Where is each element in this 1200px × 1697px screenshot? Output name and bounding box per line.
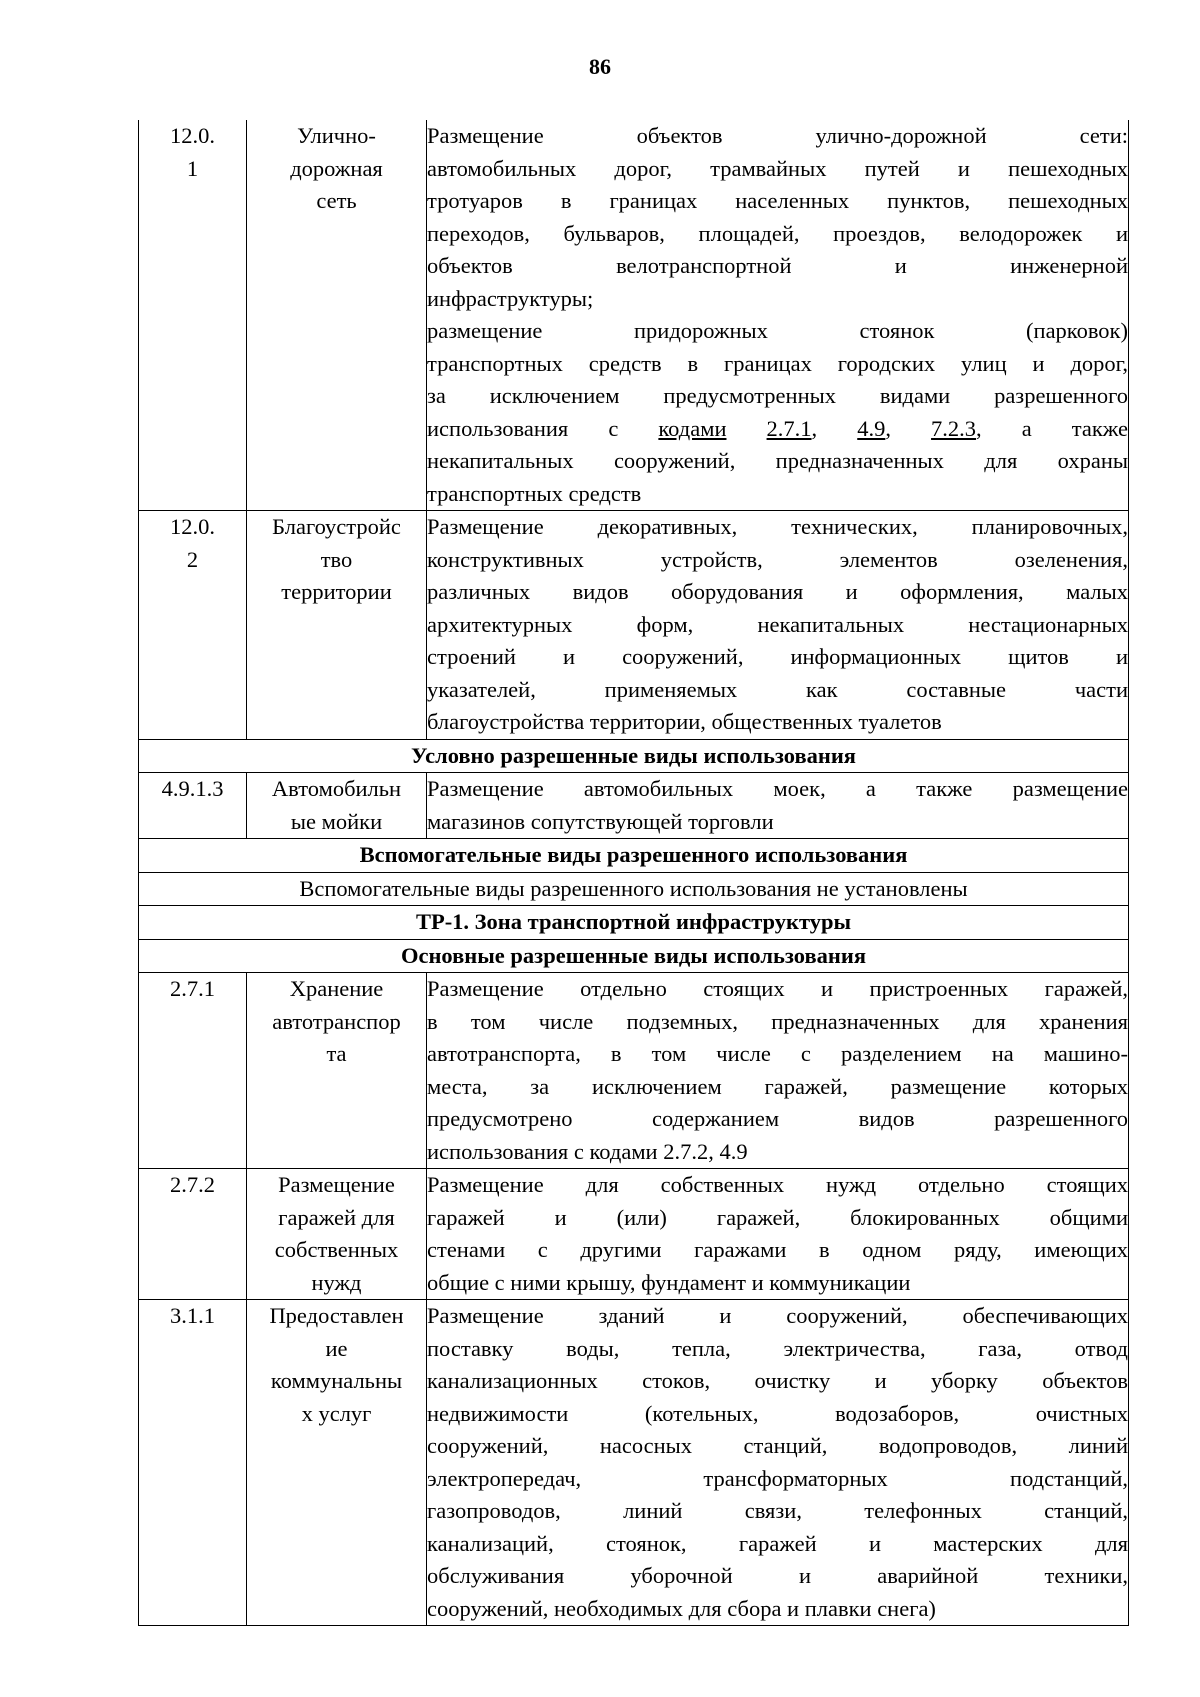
cell-code	[139, 1169, 247, 1300]
code-reference-link[interactable]: 4.9	[857, 415, 886, 441]
cell-name	[247, 120, 427, 511]
code-line: 2.7.2	[170, 1172, 215, 1197]
table-row	[139, 973, 1129, 1169]
name-line: тво	[320, 546, 353, 572]
cell-code	[139, 1300, 247, 1626]
description-line: объектов велотранспортной и инженерной	[427, 253, 1128, 278]
cell-name	[247, 1169, 427, 1300]
description-line: общие с ними крышу, фундамент и коммуникации	[427, 1269, 911, 1295]
cell-name	[247, 1300, 427, 1626]
description-line: автотранспорта, в том числе с разделением на машино-	[427, 1041, 1128, 1066]
section-note: Вспомогательные виды разрешенного использования не установлены	[139, 872, 1129, 906]
section-heading: Основные разрешенные виды использования	[139, 939, 1129, 973]
description-line: электропередач, трансформаторных подстанций,	[427, 1465, 1128, 1491]
description-line: использования с кодами 2.7.2, 4.9	[427, 1138, 748, 1164]
cell-code	[139, 511, 247, 740]
name-line: та	[326, 1041, 347, 1066]
code-line: 3.1.1	[170, 1303, 215, 1328]
description-line: канализационных стоков, очистку и уборку объектов	[427, 1368, 1128, 1393]
name-line: х услуг	[301, 1400, 372, 1426]
description-line: переходов, бульваров, площадей, проездов, велодорожек и	[427, 220, 1128, 246]
cell-name	[247, 773, 427, 839]
cell-description	[427, 973, 1129, 1169]
page-number: 86	[589, 54, 611, 79]
section-heading: Условно разрешенные виды использования	[139, 739, 1129, 773]
table-row	[139, 1300, 1129, 1626]
description-line: Размещение отдельно стоящих и пристроенных гаражей,	[427, 976, 1128, 1001]
description-line: транспортных средств	[427, 480, 642, 506]
description-line: Размещение объектов улично-дорожной сети:	[427, 123, 1128, 148]
code-line: 2.7.1	[170, 976, 215, 1001]
cell-code	[139, 773, 247, 839]
description-line: недвижимости (котельных, водозаборов, очистных	[427, 1400, 1128, 1426]
description-line: газопроводов, линий связи, телефонных станций,	[427, 1498, 1128, 1523]
description-line: автомобильных дорог, трамвайных путей и пешеходных	[427, 155, 1128, 181]
description-line: благоустройства территории, общественных туалетов	[427, 709, 942, 734]
name-line: гаражей для	[278, 1204, 395, 1230]
description-line: обслуживания уборочной и аварийной техники,	[427, 1563, 1128, 1588]
description-line: транспортных средств в границах городских улиц и дорог,	[427, 350, 1128, 376]
description-line: архитектурных форм, некапитальных нестационарных	[427, 611, 1128, 637]
description-line: использования с кодами 2.7.1, 4.9, 7.2.3, а также	[427, 415, 1129, 441]
cell-name	[247, 973, 427, 1169]
note-row	[139, 872, 1129, 906]
description-line: сооружений, необходимых для сбора и плавки снега)	[427, 1595, 936, 1621]
description-line: Размещение зданий и сооружений, обеспечивающих	[427, 1303, 1128, 1328]
code-line: 12.0.	[170, 514, 215, 539]
name-line: Улично-	[297, 123, 376, 148]
code-line: 4.9.1.3	[161, 776, 224, 801]
code-line: 1	[186, 155, 199, 181]
table-row	[139, 773, 1129, 839]
cell-description	[427, 511, 1129, 740]
section-heading-row	[139, 739, 1129, 773]
table-row	[139, 120, 1129, 511]
description-line: канализаций, стоянок, гаражей и мастерских для	[427, 1530, 1128, 1556]
name-line: Хранение	[289, 976, 384, 1001]
description-line: Размещение автомобильных моек, а также размещение	[427, 776, 1128, 801]
description-line: сооружений, насосных станций, водопроводов, линий	[427, 1433, 1128, 1458]
code-reference-link[interactable]: 7.2.3	[931, 415, 977, 441]
description-line: инфраструктуры;	[427, 285, 594, 311]
description-line: некапитальных сооружений, предназначенных для охраны	[427, 448, 1128, 473]
cell-description	[427, 1300, 1129, 1626]
description-line: за исключением предусмотренных видами разрешенного	[427, 383, 1128, 408]
code-line: 2	[186, 546, 199, 572]
section-heading: Вспомогательные виды разрешенного использования	[139, 839, 1129, 873]
description-line: магазинов сопутствующей торговли	[427, 808, 774, 834]
description-line: конструктивных устройств, элементов озеленения,	[427, 546, 1128, 572]
description-line: различных видов оборудования и оформления, малых	[427, 579, 1128, 604]
description-line: Размещение для собственных нужд отдельно стоящих	[427, 1172, 1128, 1197]
description-line: размещение придорожных стоянок (парковок)	[427, 318, 1128, 343]
name-line: Автомобильн	[271, 776, 402, 801]
description-line: Размещение декоративных, технических, планировочных,	[427, 514, 1128, 539]
table-row	[139, 1169, 1129, 1300]
land-use-table	[138, 120, 1129, 1626]
name-line: автотранспор	[272, 1008, 401, 1034]
name-line: нужд	[311, 1269, 362, 1295]
description-line: гаражей и (или) гаражей, блокированных общими	[427, 1204, 1128, 1230]
section-heading: ТР-1. Зона транспортной инфраструктуры	[139, 906, 1129, 940]
table-row	[139, 511, 1129, 740]
code-reference-link[interactable]: кодами	[658, 415, 727, 441]
name-line: Размещение	[278, 1172, 395, 1197]
cell-description	[427, 773, 1129, 839]
cell-code	[139, 973, 247, 1169]
name-line: коммунальны	[270, 1368, 403, 1393]
description-line: поставку воды, тепла, электричества, газа, отвод	[427, 1335, 1128, 1361]
name-line: территории	[281, 579, 392, 604]
description-line: предусмотрено содержанием видов разрешенного	[427, 1106, 1128, 1131]
section-heading-row	[139, 906, 1129, 940]
section-heading-row	[139, 939, 1129, 973]
description-line: в том числе подземных, предназначенных для хранения	[427, 1008, 1128, 1034]
description-line: строений и сооружений, информационных щитов и	[427, 644, 1128, 669]
code-reference-link[interactable]: 2.7.1	[766, 415, 812, 441]
description-line: стенами с другими гаражами в одном ряду, имеющих	[427, 1237, 1128, 1262]
code-line: 12.0.	[170, 123, 215, 148]
name-line: Предоставлен	[269, 1303, 404, 1328]
cell-code	[139, 120, 247, 511]
cell-description	[427, 1169, 1129, 1300]
name-line: дорожная	[290, 155, 383, 181]
cell-description	[427, 120, 1129, 511]
name-line: сеть	[316, 188, 357, 213]
cell-name	[247, 511, 427, 740]
name-line: Благоустройс	[272, 514, 401, 539]
section-heading-row	[139, 839, 1129, 873]
description-line: тротуаров в границах населенных пунктов, пешеходных	[427, 188, 1128, 213]
description-line: места, за исключением гаражей, размещение которых	[427, 1073, 1128, 1099]
name-line: ые мойки	[290, 808, 383, 834]
name-line: собственных	[274, 1237, 399, 1262]
name-line: ие	[325, 1335, 348, 1361]
description-line: указателей, применяемых как составные части	[427, 676, 1128, 702]
